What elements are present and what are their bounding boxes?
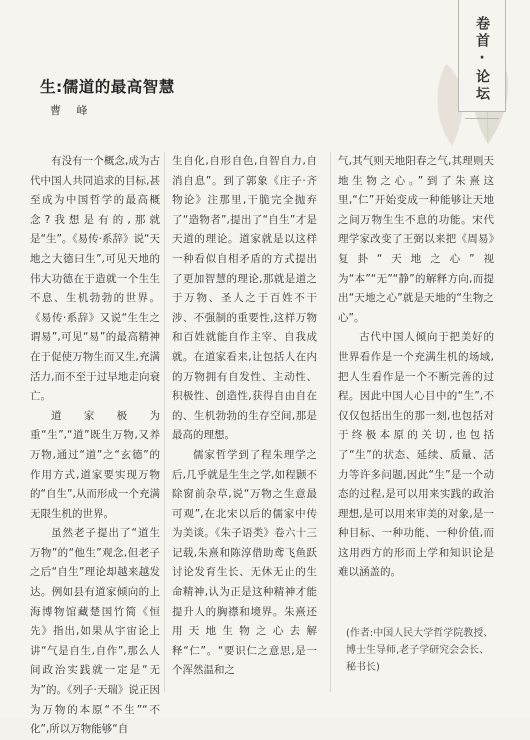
paragraph: 古代中国人倾向于把美好的世界看作是一个充满生机的场域,把人生看作是一个不断完善的过程。因此中国人心目中的“生”,不仅仅包括出生的那一刻,也包括对于终极本原的关切,也包括了“生”的状态、延续、质量、活力等许多问题,因此“生”是一个动态的过程,是可以用来实践的政治理想,是可以用来审美的对象,是一种目标、一种功能、一种价值,而这用西方的形而上学和知识论是难以涵盖的。 <box>338 331 494 579</box>
text-column-3 <box>338 152 494 583</box>
paragraph: 道家极为重“生”,“道”既生万物,又养万物,通过“道”之“玄德”的作用方式,道家要实现万物的“自生”,从而形成一个充满无限生机的世界。 <box>30 409 160 520</box>
column-divider <box>330 152 331 692</box>
article-title: 生:儒道的最高智慧 <box>40 78 175 96</box>
author-note: (作者:中国人民大学哲学院教授、博士生导师,老子学研究会会长、秘书长) <box>346 628 494 673</box>
paragraph: 虽然老子提出了“道生万物”的“他生”观念,但老子之后“自生”理论却越来越发达。例如县有道家倾向的上海博物馆藏楚国竹简《恒先》指出,如果从宇宙论上讲“气是自生,自作”,那么人间政治实践就一定是“无为”的。《列子·天瑞》说正因为万物的本原“不生”“不化”,所以万物能够“自 <box>30 527 160 736</box>
paragraph: 儒家哲学到了程朱理学之后,几乎就是生生之学,如程颢不除窗前杂草,说“万物之生意最可观”,在北宋以后的儒家中传为美谈。《朱子语类》卷六十三记载,朱熹和陈淳借助鸢飞鱼跃讨论发育生长、无休无止的生命精神,认为正是这种精神才能提升人的胸襟和境界。朱熹还用天地生物之心去解释“仁”。“要识仁之意思,是一个浑然温和之 <box>172 448 317 677</box>
text-column-2 <box>172 152 317 681</box>
paragraph: 生自化,自形自色,自智自力,自消自息”。到了郭象《庄子·齐物论》注那里,干脆完全抛弃了“造物者”,提出了“自生”才是天道的理论。道家就是以这样一种看似自相矛盾的方式提出了更加智慧的理论,那就是道之于万物、圣人之于百姓不干涉、不强制的重要性,这样万物和百姓就能自作主宰、自我成就。在道家看来,让包括人在内的万物拥有自发性、主动性、积极性、创造性,获得自由自在的、生机勃勃的生存空间,那是最高的理想。 <box>172 155 317 442</box>
section-label-text: 卷首·论坛 <box>474 16 490 103</box>
paragraph: 气,其气则天地阳春之气,其理则天地生物之心。”到了朱熹这里,“仁”开始变成一种能够让天地之间万物生生不息的功能。宋代理学家改变了王弼以来把《周易》复卦“天地之心”视为“本”“无”“静”的解释方向,而提出“天地之心”就是天地的“生物之心”。 <box>338 155 494 324</box>
article-author: 曹 峰 <box>50 104 94 117</box>
text-column-1 <box>30 152 160 740</box>
paragraph: 有没有一个概念,成为古代中国人共同追求的目标,甚至成为中国哲学的最高概念?我想是有的,那就是“生”。《易传·系辞》说“天地之大德曰生”,可见天地的伟大功德在于造就一个生生不息、生机勃勃的世界。《易传·系辞》又说“生生之谓易”,可见“易”的最高精神在于促使万物生而又生,充满活力,而不至于过早地走向衰亡。 <box>30 155 160 403</box>
column-divider <box>164 152 165 692</box>
section-label <box>458 0 506 112</box>
